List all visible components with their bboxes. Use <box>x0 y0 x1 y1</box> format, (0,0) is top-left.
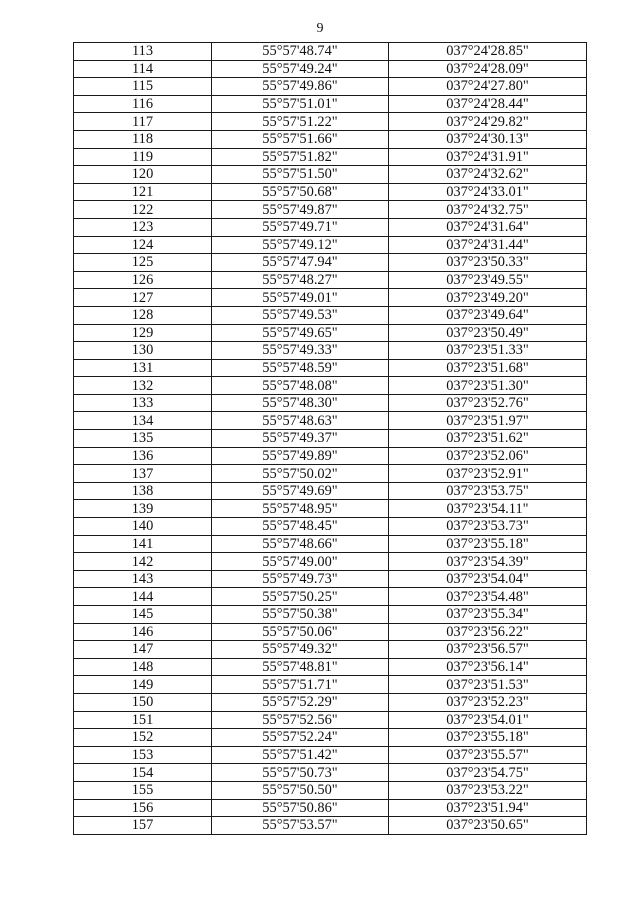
latitude-cell: 55°57'49.00" <box>212 553 389 571</box>
table-row <box>74 359 587 377</box>
longitude-cell: 037°24'28.85" <box>389 43 587 61</box>
longitude-cell: 037°23'54.39" <box>389 553 587 571</box>
longitude-cell: 037°23'50.33" <box>389 254 587 272</box>
latitude-cell: 55°57'51.71" <box>212 676 389 694</box>
table-row <box>74 746 587 764</box>
point-number-cell: 155 <box>74 781 212 799</box>
longitude-cell: 037°23'52.23" <box>389 693 587 711</box>
latitude-cell: 55°57'48.63" <box>212 412 389 430</box>
longitude-cell: 037°23'55.34" <box>389 606 587 624</box>
point-number-cell: 115 <box>74 78 212 96</box>
latitude-cell: 55°57'51.82" <box>212 148 389 166</box>
table-row <box>74 817 587 835</box>
latitude-cell: 55°57'50.68" <box>212 183 389 201</box>
table-row <box>74 201 587 219</box>
point-number-cell: 145 <box>74 606 212 624</box>
latitude-cell: 55°57'47.94" <box>212 254 389 272</box>
longitude-cell: 037°24'31.64" <box>389 218 587 236</box>
latitude-cell: 55°57'50.38" <box>212 606 389 624</box>
longitude-cell: 037°23'53.75" <box>389 482 587 500</box>
latitude-cell: 55°57'49.32" <box>212 641 389 659</box>
longitude-cell: 037°23'54.04" <box>389 570 587 588</box>
point-number-cell: 139 <box>74 500 212 518</box>
table-row <box>74 148 587 166</box>
table-row <box>74 693 587 711</box>
point-number-cell: 119 <box>74 148 212 166</box>
table-row <box>74 729 587 747</box>
point-number-cell: 123 <box>74 218 212 236</box>
point-number-cell: 129 <box>74 324 212 342</box>
latitude-cell: 55°57'50.02" <box>212 465 389 483</box>
point-number-cell: 113 <box>74 43 212 61</box>
point-number-cell: 124 <box>74 236 212 254</box>
point-number-cell: 144 <box>74 588 212 606</box>
latitude-cell: 55°57'51.22" <box>212 113 389 131</box>
latitude-cell: 55°57'49.37" <box>212 430 389 448</box>
longitude-cell: 037°24'30.13" <box>389 130 587 148</box>
point-number-cell: 125 <box>74 254 212 272</box>
latitude-cell: 55°57'49.53" <box>212 306 389 324</box>
latitude-cell: 55°57'49.24" <box>212 60 389 78</box>
latitude-cell: 55°57'49.87" <box>212 201 389 219</box>
longitude-cell: 037°23'55.18" <box>389 729 587 747</box>
longitude-cell: 037°23'51.94" <box>389 799 587 817</box>
point-number-cell: 122 <box>74 201 212 219</box>
point-number-cell: 147 <box>74 641 212 659</box>
point-number-cell: 137 <box>74 465 212 483</box>
latitude-cell: 55°57'50.86" <box>212 799 389 817</box>
table-row <box>74 113 587 131</box>
table-row <box>74 95 587 113</box>
table-row <box>74 482 587 500</box>
longitude-cell: 037°23'52.06" <box>389 447 587 465</box>
latitude-cell: 55°57'50.25" <box>212 588 389 606</box>
table-row <box>74 430 587 448</box>
table-row <box>74 764 587 782</box>
page-number: 9 <box>316 21 324 36</box>
latitude-cell: 55°57'49.01" <box>212 289 389 307</box>
longitude-cell: 037°24'31.91" <box>389 148 587 166</box>
point-number-cell: 128 <box>74 306 212 324</box>
table-row <box>74 412 587 430</box>
table-row <box>74 218 587 236</box>
point-number-cell: 150 <box>74 693 212 711</box>
table-row <box>74 166 587 184</box>
longitude-cell: 037°24'32.75" <box>389 201 587 219</box>
longitude-cell: 037°23'51.62" <box>389 430 587 448</box>
point-number-cell: 148 <box>74 658 212 676</box>
table-row <box>74 570 587 588</box>
latitude-cell: 55°57'50.50" <box>212 781 389 799</box>
table-row <box>74 711 587 729</box>
table-row <box>74 394 587 412</box>
point-number-cell: 116 <box>74 95 212 113</box>
latitude-cell: 55°57'49.12" <box>212 236 389 254</box>
table-row <box>74 60 587 78</box>
longitude-cell: 037°23'55.18" <box>389 535 587 553</box>
table-row <box>74 500 587 518</box>
longitude-cell: 037°23'51.30" <box>389 377 587 395</box>
longitude-cell: 037°23'54.01" <box>389 711 587 729</box>
longitude-cell: 037°23'56.57" <box>389 641 587 659</box>
point-number-cell: 121 <box>74 183 212 201</box>
latitude-cell: 55°57'49.69" <box>212 482 389 500</box>
table-row <box>74 183 587 201</box>
longitude-cell: 037°23'55.57" <box>389 746 587 764</box>
point-number-cell: 153 <box>74 746 212 764</box>
longitude-cell: 037°23'56.14" <box>389 658 587 676</box>
point-number-cell: 131 <box>74 359 212 377</box>
latitude-cell: 55°57'52.29" <box>212 693 389 711</box>
point-number-cell: 154 <box>74 764 212 782</box>
table-row <box>74 130 587 148</box>
point-number-cell: 151 <box>74 711 212 729</box>
latitude-cell: 55°57'48.45" <box>212 518 389 536</box>
longitude-cell: 037°24'28.09" <box>389 60 587 78</box>
longitude-cell: 037°24'27.80" <box>389 78 587 96</box>
longitude-cell: 037°23'54.11" <box>389 500 587 518</box>
longitude-cell: 037°23'51.33" <box>389 342 587 360</box>
table-row <box>74 658 587 676</box>
point-number-cell: 132 <box>74 377 212 395</box>
latitude-cell: 55°57'48.27" <box>212 271 389 289</box>
latitude-cell: 55°57'48.08" <box>212 377 389 395</box>
table-row <box>74 535 587 553</box>
table-row <box>74 518 587 536</box>
latitude-cell: 55°57'48.95" <box>212 500 389 518</box>
point-number-cell: 117 <box>74 113 212 131</box>
latitude-cell: 55°57'51.42" <box>212 746 389 764</box>
point-number-cell: 120 <box>74 166 212 184</box>
longitude-cell: 037°23'49.64" <box>389 306 587 324</box>
point-number-cell: 157 <box>74 817 212 835</box>
latitude-cell: 55°57'49.71" <box>212 218 389 236</box>
latitude-cell: 55°57'53.57" <box>212 817 389 835</box>
table-row <box>74 236 587 254</box>
table-row <box>74 342 587 360</box>
longitude-cell: 037°24'32.62" <box>389 166 587 184</box>
point-number-cell: 126 <box>74 271 212 289</box>
longitude-cell: 037°23'52.76" <box>389 394 587 412</box>
latitude-cell: 55°57'52.56" <box>212 711 389 729</box>
longitude-cell: 037°23'51.97" <box>389 412 587 430</box>
point-number-cell: 141 <box>74 535 212 553</box>
longitude-cell: 037°23'51.53" <box>389 676 587 694</box>
point-number-cell: 152 <box>74 729 212 747</box>
latitude-cell: 55°57'48.30" <box>212 394 389 412</box>
latitude-cell: 55°57'48.74" <box>212 43 389 61</box>
table-row <box>74 465 587 483</box>
table-row <box>74 306 587 324</box>
point-number-cell: 156 <box>74 799 212 817</box>
longitude-cell: 037°23'49.55" <box>389 271 587 289</box>
point-number-cell: 138 <box>74 482 212 500</box>
latitude-cell: 55°57'48.81" <box>212 658 389 676</box>
latitude-cell: 55°57'49.73" <box>212 570 389 588</box>
longitude-cell: 037°24'29.82" <box>389 113 587 131</box>
point-number-cell: 142 <box>74 553 212 571</box>
table-row <box>74 324 587 342</box>
longitude-cell: 037°23'51.68" <box>389 359 587 377</box>
table-row <box>74 78 587 96</box>
table-row <box>74 447 587 465</box>
latitude-cell: 55°57'50.06" <box>212 623 389 641</box>
table-row <box>74 289 587 307</box>
point-number-cell: 149 <box>74 676 212 694</box>
latitude-cell: 55°57'49.86" <box>212 78 389 96</box>
table-row <box>74 553 587 571</box>
longitude-cell: 037°24'31.44" <box>389 236 587 254</box>
point-number-cell: 114 <box>74 60 212 78</box>
longitude-cell: 037°24'33.01" <box>389 183 587 201</box>
latitude-cell: 55°57'51.01" <box>212 95 389 113</box>
point-number-cell: 118 <box>74 130 212 148</box>
point-number-cell: 135 <box>74 430 212 448</box>
longitude-cell: 037°23'52.91" <box>389 465 587 483</box>
latitude-cell: 55°57'52.24" <box>212 729 389 747</box>
latitude-cell: 55°57'49.89" <box>212 447 389 465</box>
point-number-cell: 140 <box>74 518 212 536</box>
table-row <box>74 43 587 61</box>
point-number-cell: 134 <box>74 412 212 430</box>
longitude-cell: 037°24'28.44" <box>389 95 587 113</box>
table-row <box>74 271 587 289</box>
point-number-cell: 146 <box>74 623 212 641</box>
longitude-cell: 037°23'54.75" <box>389 764 587 782</box>
table-row <box>74 606 587 624</box>
longitude-cell: 037°23'53.22" <box>389 781 587 799</box>
point-number-cell: 127 <box>74 289 212 307</box>
table-row <box>74 781 587 799</box>
latitude-cell: 55°57'48.66" <box>212 535 389 553</box>
table-row <box>74 641 587 659</box>
coordinates-table <box>73 42 587 835</box>
point-number-cell: 136 <box>74 447 212 465</box>
latitude-cell: 55°57'51.66" <box>212 130 389 148</box>
table-row <box>74 254 587 272</box>
table-row <box>74 676 587 694</box>
longitude-cell: 037°23'53.73" <box>389 518 587 536</box>
coordinates-table-body <box>74 43 587 835</box>
longitude-cell: 037°23'50.65" <box>389 817 587 835</box>
point-number-cell: 143 <box>74 570 212 588</box>
table-row <box>74 623 587 641</box>
longitude-cell: 037°23'54.48" <box>389 588 587 606</box>
latitude-cell: 55°57'51.50" <box>212 166 389 184</box>
longitude-cell: 037°23'49.20" <box>389 289 587 307</box>
longitude-cell: 037°23'56.22" <box>389 623 587 641</box>
table-row <box>74 588 587 606</box>
point-number-cell: 133 <box>74 394 212 412</box>
table-row <box>74 799 587 817</box>
latitude-cell: 55°57'49.65" <box>212 324 389 342</box>
latitude-cell: 55°57'48.59" <box>212 359 389 377</box>
point-number-cell: 130 <box>74 342 212 360</box>
latitude-cell: 55°57'50.73" <box>212 764 389 782</box>
longitude-cell: 037°23'50.49" <box>389 324 587 342</box>
table-row <box>74 377 587 395</box>
latitude-cell: 55°57'49.33" <box>212 342 389 360</box>
